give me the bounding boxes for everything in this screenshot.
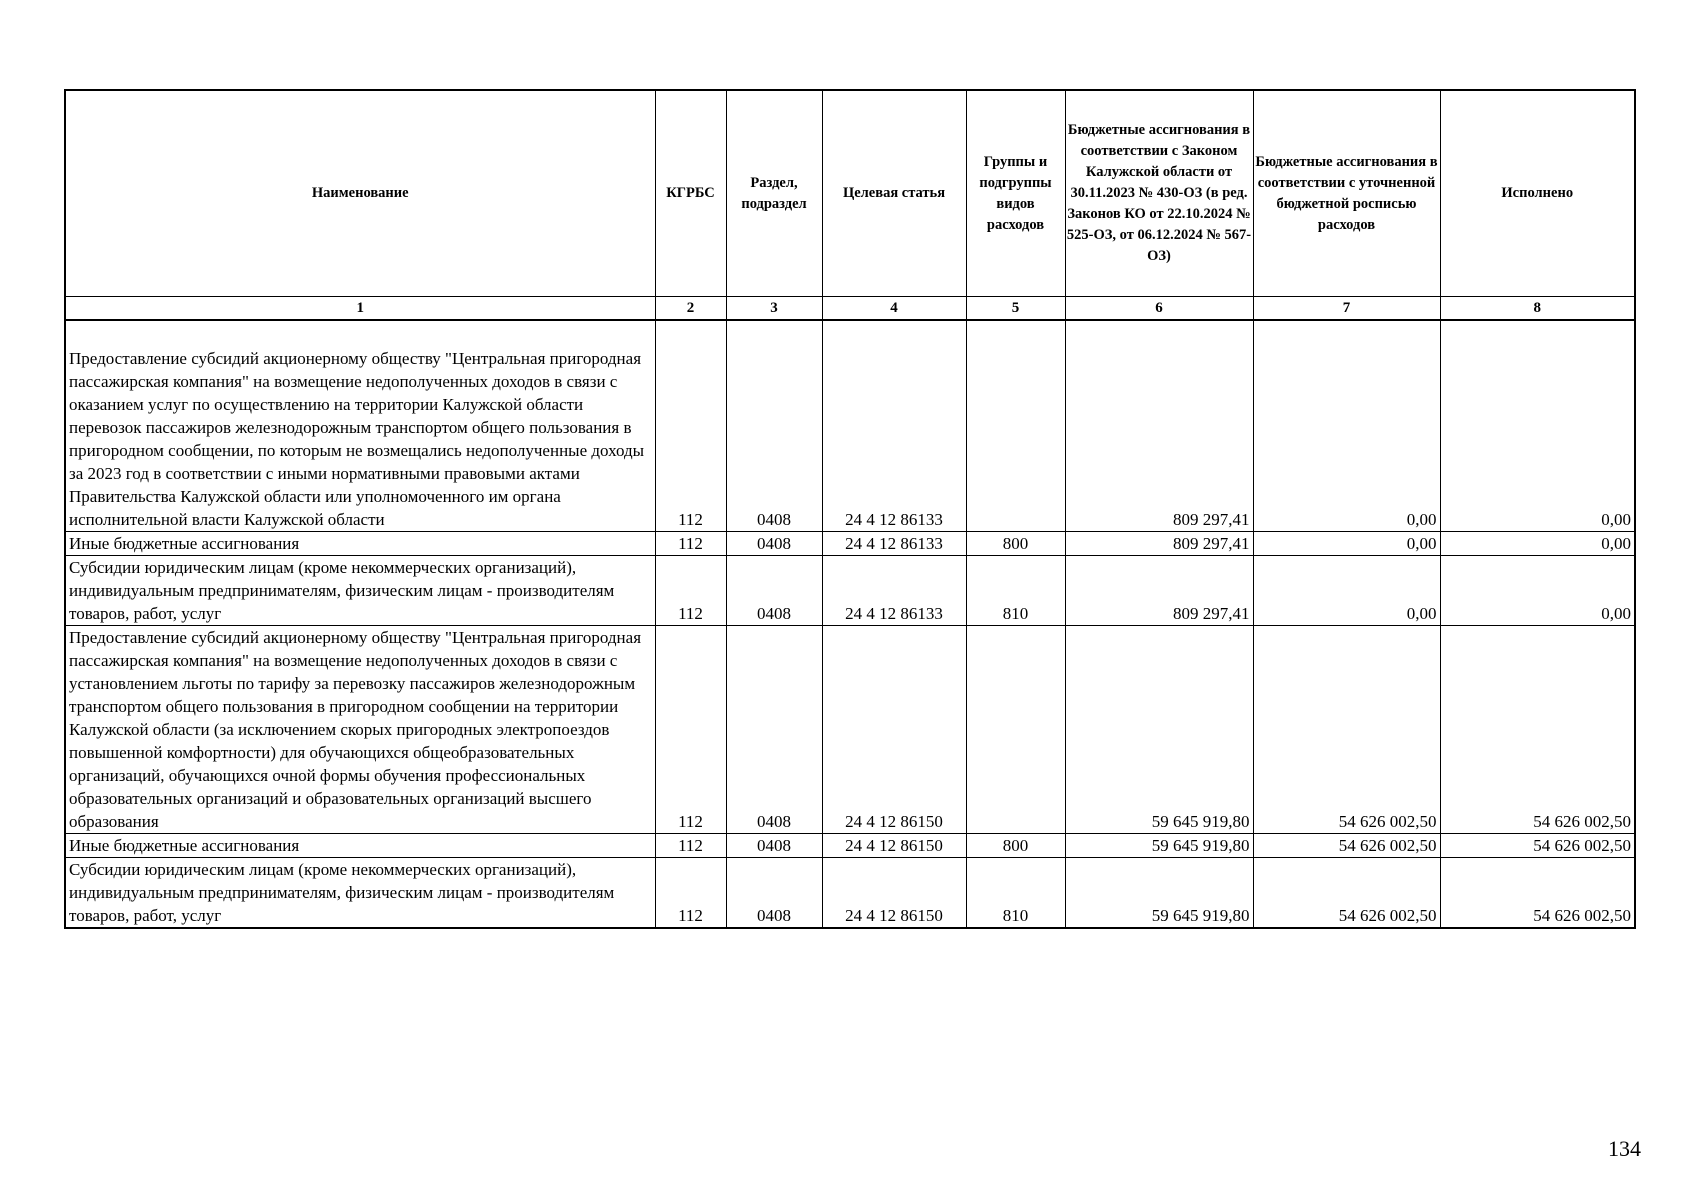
header-refined-allocations: Бюджетные ассигнования в соответствии с уточненной бюджетной росписью расходов <box>1253 90 1440 297</box>
row-refined-amount: 54 626 002,50 <box>1253 858 1440 929</box>
row-target-article: 24 4 12 86150 <box>822 858 966 929</box>
row-expense-group: 810 <box>966 858 1065 929</box>
row-kgrbs: 112 <box>655 556 726 626</box>
row-expense-group: 810 <box>966 556 1065 626</box>
row-executed-amount: 0,00 <box>1440 532 1635 556</box>
row-law-amount: 809 297,41 <box>1065 556 1253 626</box>
row-law-amount: 59 645 919,80 <box>1065 858 1253 929</box>
header-row <box>65 90 1635 297</box>
header-executed: Исполнено <box>1440 90 1635 297</box>
row-name: Субсидии юридическим лицам (кроме некоммерческих организаций), индивидуальным предпринимателям, физическим лицам - производителям товаров, работ, услуг <box>65 556 655 626</box>
row-name: Субсидии юридическим лицам (кроме некоммерческих организаций), индивидуальным предпринимателям, физическим лицам - производителям товаров, работ, услуг <box>65 858 655 929</box>
row-executed-amount: 0,00 <box>1440 320 1635 532</box>
row-law-amount: 809 297,41 <box>1065 532 1253 556</box>
column-number: 8 <box>1440 297 1635 321</box>
page-number: 134 <box>1608 1136 1641 1161</box>
column-number: 2 <box>655 297 726 321</box>
row-section: 0408 <box>726 532 822 556</box>
row-executed-amount: 54 626 002,50 <box>1440 858 1635 929</box>
row-executed-amount: 54 626 002,50 <box>1440 626 1635 834</box>
row-name: Предоставление субсидий акционерному обществу "Центральная пригородная пассажирская компания" на возмещение недополученных доходов в связи с установлением льготы по тарифу за перевозку пассажиров железнодорожным транспортом общего пользования в пригородном сообщении на территории Калужской области (за исключением скорых пригородных электропоездов повышенной комфортности) для обучающихся общеобразовательных организаций, обучающихся очной формы обучения профессиональных образовательных организаций и образовательных организаций высшего образования <box>65 626 655 834</box>
row-refined-amount: 54 626 002,50 <box>1253 626 1440 834</box>
row-kgrbs: 112 <box>655 834 726 858</box>
table-row <box>65 320 1635 532</box>
column-number: 4 <box>822 297 966 321</box>
table-row <box>65 626 1635 834</box>
row-target-article: 24 4 12 86133 <box>822 532 966 556</box>
row-kgrbs: 112 <box>655 626 726 834</box>
row-name: Предоставление субсидий акционерному обществу "Центральная пригородная пассажирская компания" на возмещение недополученных доходов в связи с оказанием услуг по осуществлению на территории Калужской области перевозок пассажиров железнодорожным транспортом общего пользования в пригородном сообщении, по которым не возмещались недополученные доходы за 2023 год в соответствии с иными нормативными правовыми актами Правительства Калужской области или уполномоченного им органа исполнительной власти Калужской области <box>65 320 655 532</box>
header-kgrbs: КГРБС <box>655 90 726 297</box>
row-name: Иные бюджетные ассигнования <box>65 532 655 556</box>
row-section: 0408 <box>726 858 822 929</box>
row-target-article: 24 4 12 86133 <box>822 556 966 626</box>
row-refined-amount: 54 626 002,50 <box>1253 834 1440 858</box>
row-expense-group <box>966 320 1065 532</box>
row-law-amount: 809 297,41 <box>1065 320 1253 532</box>
row-refined-amount: 0,00 <box>1253 532 1440 556</box>
row-target-article: 24 4 12 86133 <box>822 320 966 532</box>
row-expense-group: 800 <box>966 834 1065 858</box>
column-number: 1 <box>65 297 655 321</box>
column-number: 3 <box>726 297 822 321</box>
table-row <box>65 532 1635 556</box>
column-number: 7 <box>1253 297 1440 321</box>
row-kgrbs: 112 <box>655 532 726 556</box>
header-law-allocations: Бюджетные ассигнования в соответствии с Законом Калужской области от 30.11.2023 № 430-ОЗ (в ред. Законов КО от 22.10.2024 № 525-ОЗ, от 06.12.2024 № 567-ОЗ) <box>1065 90 1253 297</box>
column-number: 6 <box>1065 297 1253 321</box>
row-section: 0408 <box>726 320 822 532</box>
column-number: 5 <box>966 297 1065 321</box>
budget-table <box>64 89 1636 929</box>
row-target-article: 24 4 12 86150 <box>822 626 966 834</box>
header-name: Наименование <box>65 90 655 297</box>
row-executed-amount: 0,00 <box>1440 556 1635 626</box>
table-row <box>65 858 1635 929</box>
row-target-article: 24 4 12 86150 <box>822 834 966 858</box>
column-numbers-row <box>65 297 1635 321</box>
row-kgrbs: 112 <box>655 858 726 929</box>
row-section: 0408 <box>726 834 822 858</box>
header-section: Раздел, подраздел <box>726 90 822 297</box>
row-section: 0408 <box>726 626 822 834</box>
row-refined-amount: 0,00 <box>1253 320 1440 532</box>
table-row <box>65 834 1635 858</box>
row-kgrbs: 112 <box>655 320 726 532</box>
row-section: 0408 <box>726 556 822 626</box>
row-name: Иные бюджетные ассигнования <box>65 834 655 858</box>
row-expense-group <box>966 626 1065 834</box>
row-refined-amount: 0,00 <box>1253 556 1440 626</box>
header-expense-group: Группы и подгруппы видов расходов <box>966 90 1065 297</box>
table-row <box>65 556 1635 626</box>
row-law-amount: 59 645 919,80 <box>1065 626 1253 834</box>
row-law-amount: 59 645 919,80 <box>1065 834 1253 858</box>
row-executed-amount: 54 626 002,50 <box>1440 834 1635 858</box>
header-target-article: Целевая статья <box>822 90 966 297</box>
row-expense-group: 800 <box>966 532 1065 556</box>
